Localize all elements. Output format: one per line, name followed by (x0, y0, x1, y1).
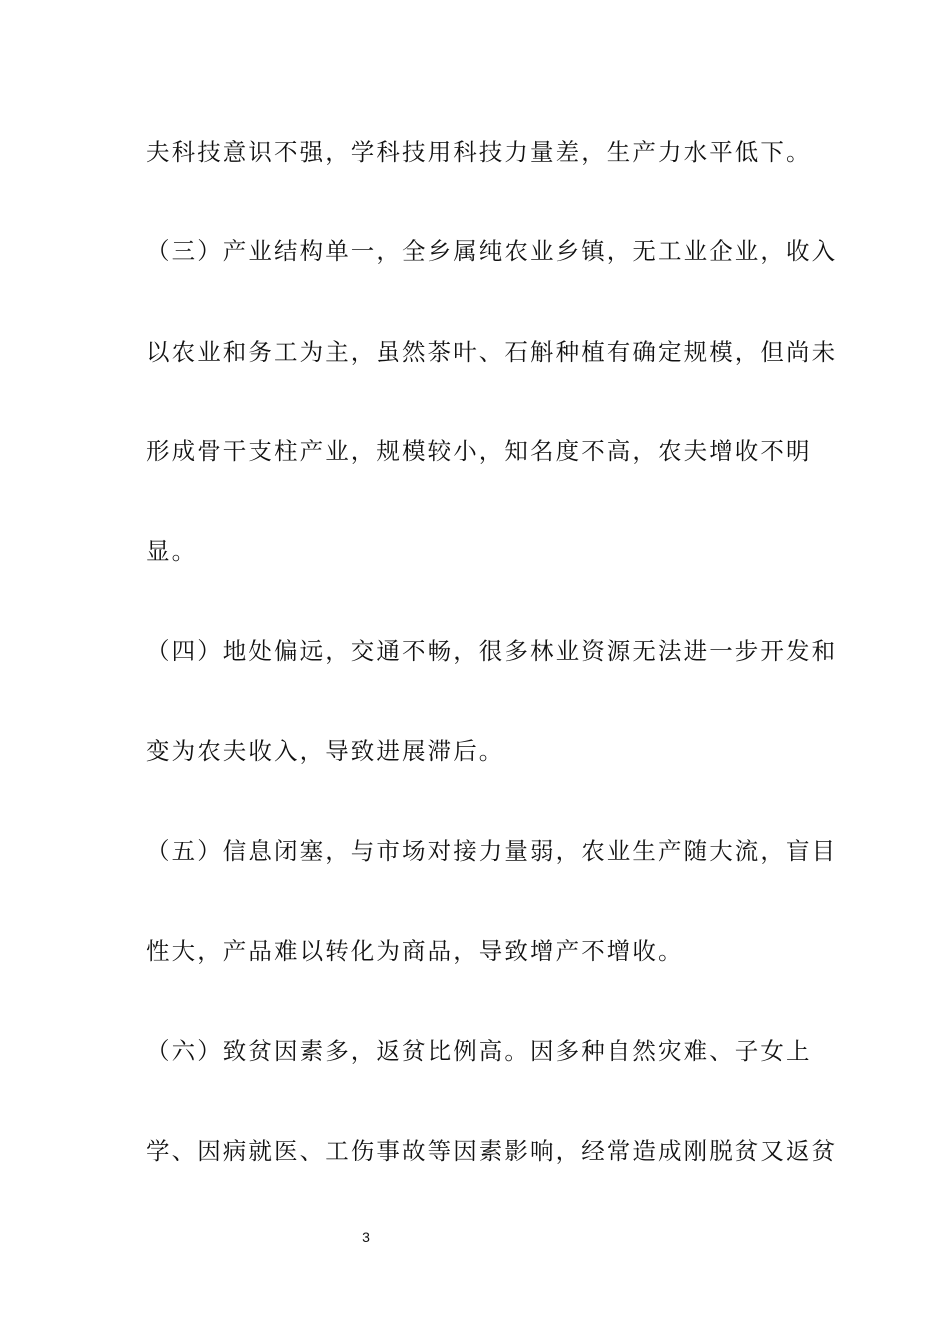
text-line: 性大，产品难以转化为商品，导致增产不增收。 (146, 937, 684, 965)
page-number: 3 (362, 1229, 370, 1245)
text-line: （四）地处偏远，交通不畅，很多林业资源无法进一步开发和 (146, 637, 838, 665)
text-line: 学、因病就医、工伤事故等因素影响，经常造成刚脱贫又返贫 (146, 1137, 838, 1165)
text-line: 显。 (146, 537, 198, 565)
text-line: 夫科技意识不强，学科技用科技力量差，生产力水平低下。 (146, 138, 812, 166)
text-line: （六）致贫因素多，返贫比例高。因多种自然灾难、子女上 (146, 1037, 812, 1065)
text-line: 变为农夫收入，导致进展滞后。 (146, 737, 505, 765)
text-line: 以农业和务工为主，虽然茶叶、石斛种植有确定规模，但尚未 (146, 338, 838, 366)
text-line: 形成骨干支柱产业，规模较小，知名度不高，农夫增收不明 (146, 437, 812, 465)
text-line: （三）产业结构单一，全乡属纯农业乡镇，无工业企业，收入 (146, 237, 838, 265)
text-line: （五）信息闭塞，与市场对接力量弱，农业生产随大流，盲目 (146, 837, 838, 865)
